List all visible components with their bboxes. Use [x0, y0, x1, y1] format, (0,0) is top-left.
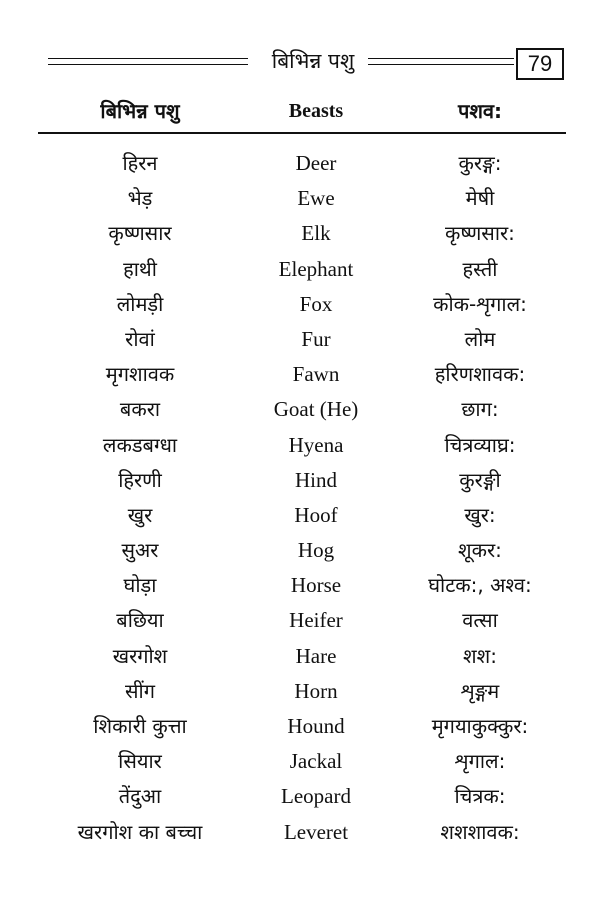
english-word: Ewe — [297, 186, 335, 211]
table-row — [0, 498, 600, 533]
column-header-english: Beasts — [288, 100, 344, 122]
sanskrit-word: चित्रक: — [454, 784, 506, 809]
table-row — [0, 392, 600, 427]
english-word: Leveret — [283, 819, 349, 844]
sanskrit-word: हस्ती — [462, 256, 498, 281]
english-word: Heifer — [289, 608, 343, 633]
sanskrit-word: कुरङ्ग: — [458, 151, 502, 175]
sanskrit-word: वत्सा — [462, 608, 498, 633]
table-row — [0, 181, 600, 216]
hindi-word: खुर — [127, 502, 153, 527]
english-word: Hog — [297, 538, 335, 563]
hindi-word: हिरन — [122, 151, 158, 175]
english-word: Hyena — [288, 432, 344, 457]
hindi-word: मृगशावक — [105, 362, 175, 387]
sanskrit-word: घोटक:, अश्व: — [428, 573, 532, 598]
english-word: Fox — [299, 291, 333, 316]
table-row — [0, 709, 600, 744]
sanskrit-word: शृगाल: — [454, 749, 506, 774]
table-row — [0, 639, 600, 674]
english-word: Fawn — [292, 362, 340, 387]
table-row — [0, 357, 600, 392]
hindi-word: रोवां — [125, 326, 155, 351]
english-word: Hound — [287, 714, 345, 738]
header-rule-right-bottom — [368, 64, 514, 65]
english-word: Horse — [290, 573, 342, 598]
table-row — [0, 287, 600, 322]
sanskrit-word: कुरङ्गी — [459, 467, 501, 492]
english-word: Goat (He) — [273, 397, 359, 422]
table-row — [0, 744, 600, 779]
sanskrit-word: कोक-शृगाल: — [433, 291, 527, 316]
sanskrit-word: मेषी — [465, 186, 495, 211]
sanskrit-word: मृगयाकुक्कुर: — [431, 714, 529, 738]
header-rule-left-top — [48, 58, 248, 59]
hindi-word: हाथी — [123, 256, 157, 281]
english-word: Hind — [295, 467, 337, 492]
english-word: Leopard — [281, 784, 351, 809]
table-row — [0, 216, 600, 251]
hindi-word: लकडबग्धा — [102, 432, 178, 457]
table-row — [0, 568, 600, 603]
table-row — [0, 815, 600, 850]
sanskrit-word: चित्रव्याघ्र: — [444, 432, 516, 457]
sanskrit-word: खुर: — [464, 502, 496, 527]
vocabulary-table — [0, 146, 600, 850]
hindi-word: लोमड़ी — [116, 291, 164, 316]
hindi-word: भेड़ — [127, 186, 153, 211]
sanskrit-word: शश: — [463, 643, 497, 668]
hindi-word: तेंदुआ — [118, 784, 162, 809]
english-word: Elephant — [278, 256, 354, 281]
sanskrit-word: शशशावक: — [440, 819, 520, 844]
page-number: 79 — [516, 48, 564, 80]
sanskrit-word: हरिणशावक: — [434, 362, 526, 387]
hindi-word: सींग — [125, 678, 155, 703]
hindi-word: कृष्णसार — [108, 221, 172, 246]
english-word: Jackal — [289, 749, 343, 774]
hindi-word: घोड़ा — [123, 573, 157, 598]
table-row — [0, 463, 600, 498]
english-word: Horn — [294, 678, 338, 703]
section-title: बिभिन्न पशु — [271, 49, 355, 73]
sanskrit-word: शूकर: — [458, 538, 502, 563]
table-row — [0, 603, 600, 638]
table-row — [0, 252, 600, 287]
sanskrit-word: लोम — [464, 326, 496, 351]
english-word: Deer — [295, 151, 337, 175]
hindi-word: बकरा — [119, 397, 161, 422]
hindi-word: सियार — [118, 749, 162, 774]
english-word: Elk — [301, 221, 331, 246]
hindi-word: खरगोश का बच्चा — [77, 819, 203, 844]
table-row — [0, 322, 600, 357]
table-row — [0, 674, 600, 709]
page-header — [0, 0, 600, 110]
table-row — [0, 428, 600, 463]
english-word: Fur — [301, 326, 331, 351]
header-rule-right-top — [368, 58, 514, 59]
column-header-hindi: बिभिन्न पशु — [100, 99, 180, 123]
header-divider — [38, 132, 566, 134]
english-word: Hare — [295, 643, 337, 668]
table-row — [0, 779, 600, 814]
hindi-word: हिरणी — [118, 467, 162, 492]
column-header-sanskrit: पशव: — [457, 99, 503, 123]
english-word: Hoof — [294, 502, 338, 527]
hindi-word: बछिया — [116, 608, 164, 633]
sanskrit-word: शृङ्गम — [460, 678, 500, 703]
hindi-word: खरगोश — [112, 643, 168, 668]
hindi-word: सुअर — [121, 538, 159, 563]
table-row — [0, 146, 600, 181]
sanskrit-word: कृष्णसार: — [445, 221, 515, 246]
header-rule-left-bottom — [48, 64, 248, 65]
hindi-word: शिकारी कुत्ता — [93, 714, 187, 738]
table-row — [0, 533, 600, 568]
sanskrit-word: छाग: — [461, 397, 499, 422]
